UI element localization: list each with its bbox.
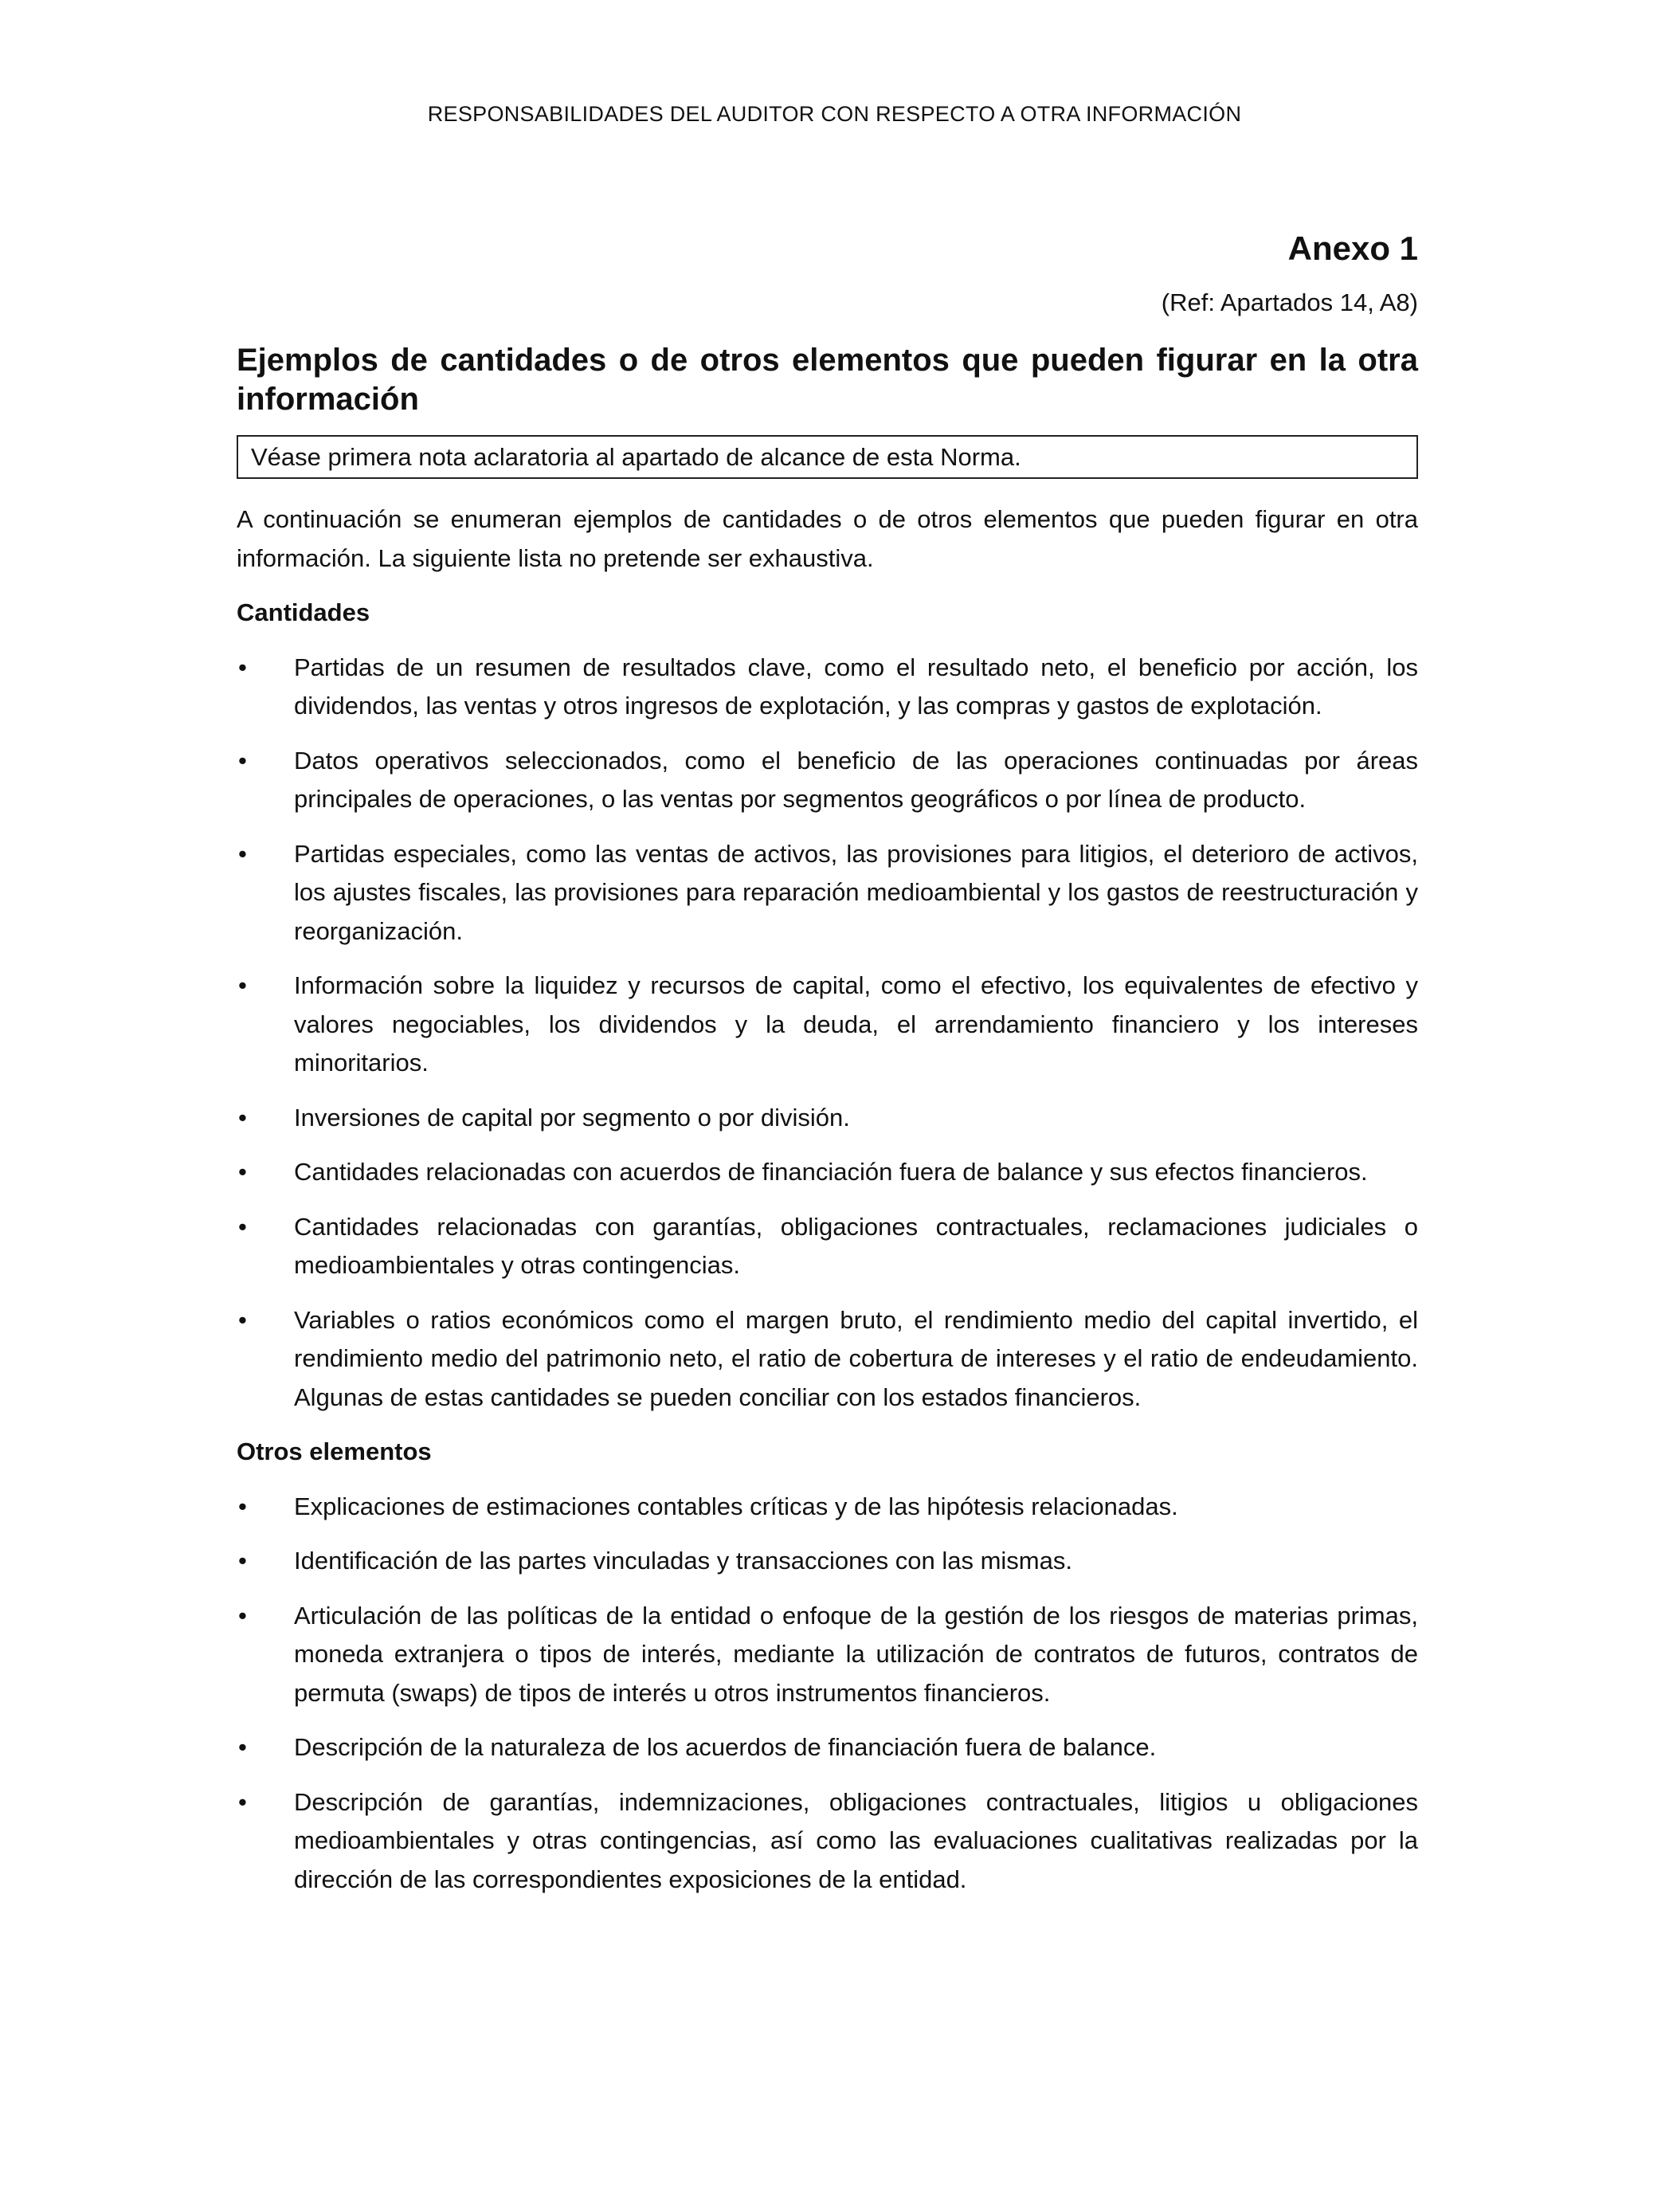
bullet-icon: • <box>238 1601 247 1630</box>
list-item-text: Inversiones de capital por segmento o por división. <box>294 1103 850 1131</box>
list-item-text: Cantidades relacionadas con acuerdos de financiación fuera de balance y sus efectos financieros. <box>294 1158 1368 1186</box>
intro-paragraph: A continuación se enumeran ejemplos de cantidades o de otros elementos que pueden figurar en otra información. La siguiente lista no pretende ser exhaustiva. <box>237 505 1418 572</box>
list-item <box>237 742 1418 819</box>
list-item-text: Cantidades relacionadas con garantías, obligaciones contractuales, reclamaciones judiciales o medioambientales y otras contingencias. <box>294 1212 1418 1279</box>
section-heading-cantidades: Cantidades <box>237 598 370 626</box>
bullet-icon: • <box>238 839 247 868</box>
annex-title: Anexo 1 <box>1287 229 1418 267</box>
bullet-icon: • <box>238 746 247 775</box>
bullet-icon: • <box>238 653 247 681</box>
list-item-text: Explicaciones de estimaciones contables críticas y de las hipótesis relacionadas. <box>294 1492 1178 1520</box>
bullet-list-cantidades <box>237 649 1418 1418</box>
list-item-text: Información sobre la liquidez y recursos de capital, como el efectivo, los equivalentes de efectivo y valores negociables, los dividendos y la deuda, el arrendamiento financiero y los intereses minoritarios. <box>294 971 1418 1077</box>
annex-reference: (Ref: Apartados 14, A8) <box>1161 288 1418 316</box>
bullet-icon: • <box>238 1305 247 1334</box>
list-item <box>237 1783 1418 1900</box>
list-item <box>237 967 1418 1083</box>
bullet-icon: • <box>238 1733 247 1761</box>
list-item-text: Articulación de las políticas de la entidad o enfoque de la gestión de los riesgos de materias primas, moneda extranjera o tipos de interés, mediante la utilización de contratos de futuros, contratos de permuta (swaps) de tipos de interés u otros instrumentos financieros. <box>294 1601 1418 1707</box>
list-item <box>237 649 1418 726</box>
list-item <box>237 835 1418 951</box>
list-item-text: Descripción de la naturaleza de los acuerdos de financiación fuera de balance. <box>294 1733 1157 1761</box>
list-item-text: Partidas especiales, como las ventas de activos, las provisiones para litigios, el deterioro de activos, los ajustes fiscales, las provisiones para reparación medioambiental y los gastos de reestructuración y reorganización. <box>294 839 1418 945</box>
running-header: RESPONSABILIDADES DEL AUDITOR CON RESPECTO A OTRA INFORMACIÓN <box>427 102 1242 126</box>
list-item-text: Datos operativos seleccionados, como el beneficio de las operaciones continuadas por áreas principales de operaciones, o las ventas por segmentos geográficos o por línea de producto. <box>294 746 1418 813</box>
list-item-text: Descripción de garantías, indemnizaciones, obligaciones contractuales, litigios u obligaciones medioambientales y otras contingencias, así como las evaluaciones cualitativas realizadas por la dirección de las correspondientes exposiciones de la entidad. <box>294 1787 1418 1893</box>
list-item <box>237 1542 1418 1581</box>
list-item <box>237 1597 1418 1713</box>
list-item <box>237 1208 1418 1285</box>
list-item <box>237 1301 1418 1418</box>
bullet-icon: • <box>238 1492 247 1520</box>
list-item <box>237 1099 1418 1138</box>
list-item-text: Partidas de un resumen de resultados clave, como el resultado neto, el beneficio por acción, los dividendos, las ventas y otros ingresos de explotación, y las compras y gastos de explotación. <box>294 653 1418 720</box>
bullet-icon: • <box>238 1787 247 1816</box>
body-text <box>237 500 1418 1915</box>
bullet-icon: • <box>238 1212 247 1241</box>
list-item-text: Identificación de las partes vinculadas y transacciones con las mismas. <box>294 1547 1072 1575</box>
bullet-list-otros-elementos <box>237 1488 1418 1900</box>
bullet-icon: • <box>238 1103 247 1131</box>
bullet-icon: • <box>238 1547 247 1575</box>
document-title: Ejemplos de cantidades o de otros elementos que pueden figurar en la otra información <box>237 343 1418 417</box>
list-item <box>237 1488 1418 1527</box>
list-item <box>237 1153 1418 1192</box>
list-item-text: Variables o ratios económicos como el margen bruto, el rendimiento medio del capital invertido, el rendimiento medio del patrimonio neto, el ratio de cobertura de intereses y el ratio de endeudamiento. Algunas de estas cantidades se pueden conciliar con los estados financieros. <box>294 1305 1418 1411</box>
bullet-icon: • <box>238 1158 247 1186</box>
note-box: Véase primera nota aclaratoria al apartado de alcance de esta Norma. <box>237 435 1418 479</box>
list-item <box>237 1728 1418 1767</box>
section-heading-otros-elementos: Otros elementos <box>237 1437 432 1465</box>
bullet-icon: • <box>238 971 247 999</box>
